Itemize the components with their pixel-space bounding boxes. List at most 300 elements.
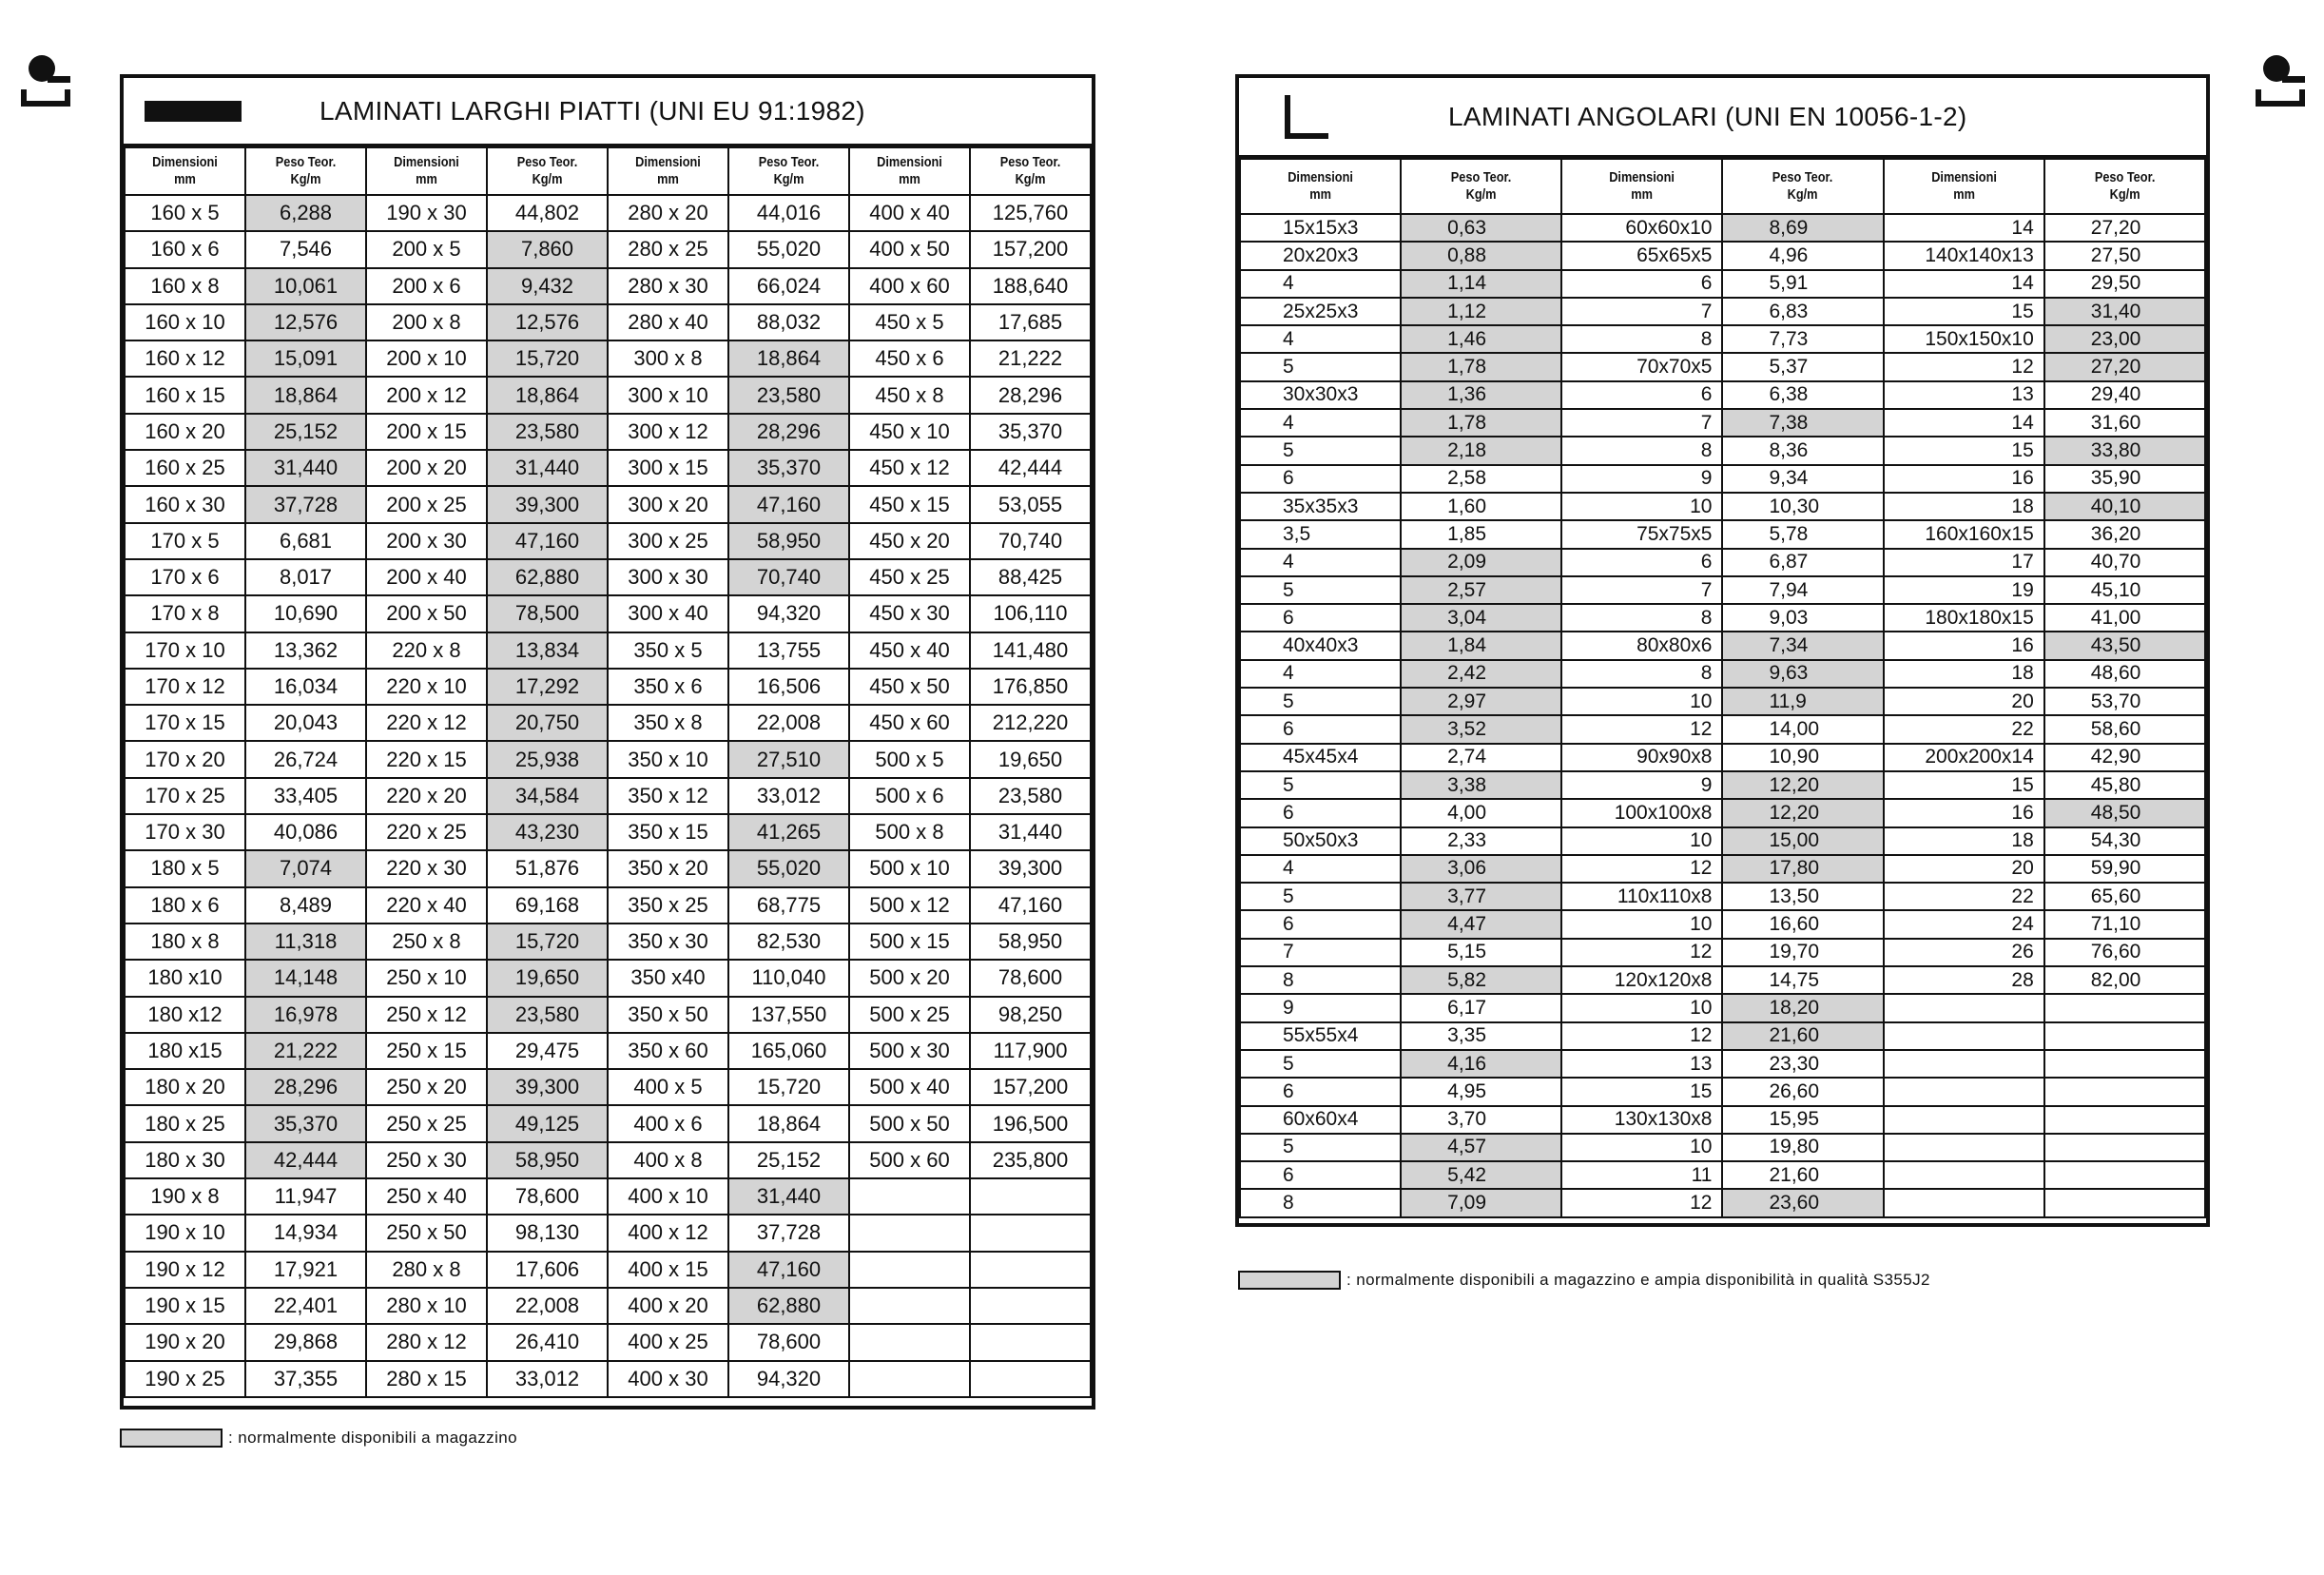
dimension-cell: 220 x 10 [366,669,487,705]
weight-cell: 58,950 [487,1142,608,1178]
dimension-cell: 500 x 60 [849,1142,970,1178]
weight-cell: 28,296 [245,1069,366,1105]
weight-cell: 5,42 [1401,1161,1561,1189]
steel-profile-icon [21,55,70,105]
weight-cell: 12,576 [487,304,608,340]
weight-cell: 6,288 [245,195,366,231]
dimension-cell: 110x110x8 [1561,883,1722,910]
dimension-cell: 450 x 25 [849,559,970,595]
dimension-cell: 450 x 8 [849,377,970,413]
dimension-cell: 20 [1884,688,2044,715]
weight-cell: 2,18 [1401,437,1561,464]
dimension-cell: 6 [1240,604,1401,632]
dimension-cell: 15 [1884,437,2044,464]
weight-cell: 4,16 [1401,1050,1561,1078]
weight-cell: 1,85 [1401,520,1561,548]
weight-cell: 47,160 [728,1252,849,1288]
weight-cell: 51,876 [487,850,608,886]
dimension-cell: 300 x 25 [608,523,728,559]
dimension-cell: 10 [1561,688,1722,715]
table-row [125,1105,1091,1141]
weight-cell: 137,550 [728,997,849,1033]
weight-cell [2044,1134,2205,1161]
dimension-cell: 280 x 10 [366,1288,487,1324]
dimension-cell: 12 [1561,855,1722,883]
weight-cell: 18,864 [728,1105,849,1141]
weight-cell: 62,880 [487,559,608,595]
dimension-cell: 350 x 8 [608,705,728,741]
table-row [125,669,1091,705]
weight-cell: 31,440 [728,1178,849,1215]
dimension-cell: 15 [1561,1078,1722,1105]
weight-cell: 21,222 [245,1033,366,1069]
table-row [125,304,1091,340]
weight-cell: 23,580 [728,377,849,413]
dimension-cell: 10 [1561,910,1722,938]
weight-cell: 26,724 [245,741,366,777]
dimension-cell [849,1288,970,1324]
flat-bars-table [120,74,1095,1410]
dimension-cell: 17 [1884,549,2044,576]
dimension-cell: 500 x 25 [849,997,970,1033]
dimension-cell: 160 x 8 [125,268,245,304]
weight-cell: 27,50 [2044,242,2205,269]
dimension-cell: 180 x12 [125,997,245,1033]
weight-cell: 2,42 [1401,660,1561,688]
dimension-cell [849,1178,970,1215]
weight-cell: 39,300 [487,486,608,522]
dimension-cell: 170 x 6 [125,559,245,595]
weight-cell: 78,500 [487,595,608,632]
weight-cell: 20,750 [487,705,608,741]
weight-cell: 2,58 [1401,465,1561,493]
weight-cell: 5,91 [1722,270,1883,298]
table-row [1240,855,2205,883]
weight-cell: 6,87 [1722,549,1883,576]
weight-cell: 5,37 [1722,353,1883,380]
weight-cell: 36,20 [2044,520,2205,548]
table-row [1240,1078,2205,1105]
weight-cell: 3,04 [1401,604,1561,632]
flat-bars-title-bar [124,78,1092,146]
table-row [125,1361,1091,1397]
weight-cell: 18,864 [728,340,849,377]
table-row [125,486,1091,522]
table-row [1240,1134,2205,1161]
dimension-cell: 350 x 6 [608,669,728,705]
dimension-cell: 200 x 6 [366,268,487,304]
weight-cell: 53,70 [2044,688,2205,715]
weight-cell: 94,320 [728,595,849,632]
dimension-cell: 16 [1884,632,2044,659]
weight-cell [970,1324,1091,1360]
weight-cell: 12,576 [245,304,366,340]
weight-cell: 13,755 [728,632,849,669]
weight-cell: 18,864 [487,377,608,413]
weight-cell: 9,63 [1722,660,1883,688]
steel-profile-icon [2256,55,2305,105]
dimension-cell: 250 x 10 [366,960,487,996]
table-row [125,231,1091,267]
dimension-cell: 14 [1884,409,2044,437]
weight-column-header: Peso Teor. Kg/m [979,147,1082,195]
weight-cell: 76,60 [2044,939,2205,966]
weight-cell: 3,77 [1401,883,1561,910]
weight-cell: 37,728 [245,486,366,522]
table-row [1240,688,2205,715]
weight-column-header: Peso Teor. Kg/m [1413,159,1550,214]
weight-cell: 22,008 [728,705,849,741]
dimension-cell: 3,5 [1240,520,1401,548]
dimension-cell: 280 x 40 [608,304,728,340]
table-row [125,778,1091,814]
weight-cell: 9,03 [1722,604,1883,632]
dimension-cell: 7 [1561,409,1722,437]
weight-cell: 4,00 [1401,799,1561,826]
weight-cell: 23,580 [970,778,1091,814]
dimension-cell: 200 x 20 [366,450,487,486]
dimension-cell: 170 x 8 [125,595,245,632]
weight-cell: 125,760 [970,195,1091,231]
dimension-cell: 250 x 15 [366,1033,487,1069]
weight-cell: 41,265 [728,814,849,850]
table-row [1240,966,2205,994]
dimension-cell: 250 x 50 [366,1215,487,1251]
weight-cell [970,1288,1091,1324]
table-row [125,814,1091,850]
dimension-cell: 350 x 60 [608,1033,728,1069]
weight-cell: 21,60 [1722,1022,1883,1050]
table-row [125,523,1091,559]
dimension-cell: 450 x 40 [849,632,970,669]
dimension-cell: 18 [1884,827,2044,855]
table-row [1240,632,2205,659]
weight-cell: 44,802 [487,195,608,231]
dimension-cell: 300 x 12 [608,414,728,450]
dimension-cell: 15 [1884,298,2044,325]
dimension-cell: 4 [1240,549,1401,576]
dimension-cell: 280 x 25 [608,231,728,267]
weight-cell: 27,20 [2044,214,2205,242]
dimension-cell: 5 [1240,576,1401,604]
dimension-cell: 5 [1240,437,1401,464]
table-row [125,1215,1091,1251]
weight-cell: 78,600 [487,1178,608,1215]
dimension-cell: 160 x 6 [125,231,245,267]
dimension-cell: 180 x10 [125,960,245,996]
table-row [125,559,1091,595]
table-row [1240,939,2205,966]
weight-cell: 9,432 [487,268,608,304]
weight-cell: 25,152 [728,1142,849,1178]
table-row [1240,1106,2205,1134]
dimension-cell: 12 [1561,1189,1722,1216]
dimension-cell: 500 x 6 [849,778,970,814]
dimension-cell: 200 x 5 [366,231,487,267]
table-row [1240,549,2205,576]
dimension-cell: 22 [1884,715,2044,743]
dimension-cell: 8 [1561,325,1722,353]
weight-cell: 19,650 [970,741,1091,777]
weight-cell: 15,720 [487,924,608,960]
dimension-cell: 190 x 15 [125,1288,245,1324]
dimension-cell: 250 x 8 [366,924,487,960]
dimension-cell: 8 [1561,660,1722,688]
weight-cell: 43,50 [2044,632,2205,659]
dimension-cell: 80x80x6 [1561,632,1722,659]
dimension-cell: 13 [1561,1050,1722,1078]
table-row [125,1288,1091,1324]
dimension-cell: 8 [1240,1189,1401,1216]
weight-cell: 53,055 [970,486,1091,522]
dimension-cell: 500 x 50 [849,1105,970,1141]
table-row [1240,325,2205,353]
weight-cell: 48,60 [2044,660,2205,688]
weight-cell: 1,78 [1401,353,1561,380]
weight-cell: 7,074 [245,850,366,886]
dimension-cell: 500 x 30 [849,1033,970,1069]
table-row [1240,827,2205,855]
weight-cell: 69,168 [487,887,608,924]
weight-cell: 40,70 [2044,549,2205,576]
dimension-column-header: Dimensioni mm [376,147,478,195]
dimension-cell: 8 [1561,437,1722,464]
dimension-cell: 40x40x3 [1240,632,1401,659]
weight-cell: 5,82 [1401,966,1561,994]
dimension-cell: 350 x 25 [608,887,728,924]
dimension-cell: 75x75x5 [1561,520,1722,548]
weight-cell: 10,690 [245,595,366,632]
dimension-cell: 250 x 30 [366,1142,487,1178]
weight-cell: 47,160 [487,523,608,559]
angles-title-bar [1239,78,2206,158]
dimension-cell: 13 [1884,381,2044,409]
weight-cell: 26,60 [1722,1078,1883,1105]
table-row [1240,576,2205,604]
weight-cell: 31,60 [2044,409,2205,437]
dimension-cell: 170 x 10 [125,632,245,669]
dimension-cell: 250 x 40 [366,1178,487,1215]
dimension-cell [1884,1106,2044,1134]
weight-cell: 45,10 [2044,576,2205,604]
dimension-cell: 190 x 25 [125,1361,245,1397]
dimension-cell: 350 x 30 [608,924,728,960]
dimension-cell: 55x55x4 [1240,1022,1401,1050]
weight-cell: 71,10 [2044,910,2205,938]
weight-cell: 33,012 [728,778,849,814]
weight-cell: 43,230 [487,814,608,850]
dimension-cell: 160 x 5 [125,195,245,231]
dimension-cell: 450 x 6 [849,340,970,377]
dimension-cell [849,1252,970,1288]
weight-cell: 1,14 [1401,270,1561,298]
dimension-cell: 10 [1561,827,1722,855]
weight-cell: 66,024 [728,268,849,304]
weight-cell: 47,160 [970,887,1091,924]
weight-cell: 42,444 [970,450,1091,486]
weight-cell: 7,94 [1722,576,1883,604]
dimension-column-header: Dimensioni mm [1574,159,1711,214]
weight-cell: 8,69 [1722,214,1883,242]
dimension-cell: 170 x 20 [125,741,245,777]
dimension-cell: 100x100x8 [1561,799,1722,826]
weight-cell: 39,300 [970,850,1091,886]
dimension-cell: 20x20x3 [1240,242,1401,269]
dimension-cell: 220 x 12 [366,705,487,741]
weight-cell: 15,720 [728,1069,849,1105]
dimension-cell: 170 x 5 [125,523,245,559]
weight-cell: 25,938 [487,741,608,777]
dimension-cell: 200 x 8 [366,304,487,340]
dimension-cell: 90x90x8 [1561,744,1722,771]
dimension-cell: 160 x 25 [125,450,245,486]
weight-cell: 18,20 [1722,994,1883,1021]
dimension-cell: 400 x 25 [608,1324,728,1360]
dimension-cell [1884,1189,2044,1216]
table-row [1240,520,2205,548]
dimension-cell: 400 x 6 [608,1105,728,1141]
weight-cell: 13,50 [1722,883,1883,910]
dimension-cell: 200x200x14 [1884,744,2044,771]
dimension-cell: 280 x 15 [366,1361,487,1397]
dimension-cell: 400 x 20 [608,1288,728,1324]
weight-cell: 65,60 [2044,883,2205,910]
weight-cell [2044,1078,2205,1105]
dimension-column-header: Dimensioni mm [617,147,720,195]
weight-cell: 7,73 [1722,325,1883,353]
weight-cell: 3,70 [1401,1106,1561,1134]
table-row [1240,883,2205,910]
dimension-cell: 300 x 15 [608,450,728,486]
weight-cell: 17,685 [970,304,1091,340]
dimension-cell: 220 x 15 [366,741,487,777]
weight-cell: 70,740 [970,523,1091,559]
weight-cell: 23,30 [1722,1050,1883,1078]
dimension-cell: 60x60x10 [1561,214,1722,242]
weight-cell [2044,1189,2205,1216]
weight-cell: 14,148 [245,960,366,996]
dimension-cell: 11 [1561,1161,1722,1189]
dimension-cell: 300 x 40 [608,595,728,632]
weight-cell: 29,50 [2044,270,2205,298]
dimension-cell: 45x45x4 [1240,744,1401,771]
weight-cell: 22,401 [245,1288,366,1324]
weight-cell [2044,1022,2205,1050]
weight-cell: 17,606 [487,1252,608,1288]
table-row [1240,437,2205,464]
dimension-cell: 190 x 30 [366,195,487,231]
weight-cell: 48,50 [2044,799,2205,826]
dimension-cell: 19 [1884,576,2044,604]
weight-cell: 0,63 [1401,214,1561,242]
dimension-cell: 180 x 25 [125,1105,245,1141]
weight-cell: 1,78 [1401,409,1561,437]
table-row [125,1142,1091,1178]
dimension-cell: 400 x 10 [608,1178,728,1215]
weight-cell: 7,34 [1722,632,1883,659]
table-row [125,1069,1091,1105]
weight-cell: 78,600 [728,1324,849,1360]
dimension-cell: 250 x 12 [366,997,487,1033]
dimension-cell: 12 [1561,715,1722,743]
weight-cell: 9,34 [1722,465,1883,493]
weight-cell: 54,30 [2044,827,2205,855]
dimension-cell: 50x50x3 [1240,827,1401,855]
weight-cell: 2,97 [1401,688,1561,715]
table-row [1240,799,2205,826]
legend-swatch [120,1429,223,1448]
weight-cell: 15,95 [1722,1106,1883,1134]
dimension-cell: 65x65x5 [1561,242,1722,269]
weight-cell: 13,834 [487,632,608,669]
dimension-cell: 6 [1240,1161,1401,1189]
table-row [1240,493,2205,520]
dimension-cell: 200 x 12 [366,377,487,413]
table-row [1240,1022,2205,1050]
weight-cell: 110,040 [728,960,849,996]
dimension-cell: 12 [1884,353,2044,380]
dimension-cell: 6 [1240,799,1401,826]
weight-cell [970,1361,1091,1397]
table-row [1240,353,2205,380]
weight-cell: 29,40 [2044,381,2205,409]
legend-swatch [1238,1271,1341,1290]
dimension-cell: 150x150x10 [1884,325,2044,353]
weight-cell: 35,370 [970,414,1091,450]
dimension-cell: 16 [1884,465,2044,493]
dimension-cell [849,1215,970,1251]
weight-cell: 196,500 [970,1105,1091,1141]
weight-cell: 16,978 [245,997,366,1033]
dimension-cell: 500 x 8 [849,814,970,850]
dimension-cell: 12 [1561,1022,1722,1050]
dimension-cell: 350 x 20 [608,850,728,886]
weight-cell: 2,74 [1401,744,1561,771]
dimension-cell: 5 [1240,883,1401,910]
dimension-cell: 10 [1561,1134,1722,1161]
dimension-cell: 170 x 30 [125,814,245,850]
table-row [125,741,1091,777]
weight-cell [2044,1106,2205,1134]
dimension-cell: 250 x 25 [366,1105,487,1141]
dimension-cell: 350 x 50 [608,997,728,1033]
weight-cell: 58,950 [970,924,1091,960]
weight-cell: 29,475 [487,1033,608,1069]
weight-cell: 141,480 [970,632,1091,669]
dimension-cell: 25x25x3 [1240,298,1401,325]
weight-cell: 31,440 [970,814,1091,850]
weight-cell: 11,947 [245,1178,366,1215]
dimension-cell: 14 [1884,270,2044,298]
weight-cell: 16,506 [728,669,849,705]
dimension-cell: 300 x 20 [608,486,728,522]
weight-cell: 19,650 [487,960,608,996]
weight-cell: 62,880 [728,1288,849,1324]
weight-cell: 8,489 [245,887,366,924]
flat-bars-title: LAMINATI LARGHI PIATTI (UNI EU 91:1982) [320,95,865,126]
weight-cell: 42,444 [245,1142,366,1178]
weight-cell: 5,78 [1722,520,1883,548]
dimension-cell: 350 x 15 [608,814,728,850]
weight-column-header: Peso Teor. Kg/m [738,147,841,195]
weight-cell [2044,1050,2205,1078]
weight-cell: 59,90 [2044,855,2205,883]
weight-cell: 17,292 [487,669,608,705]
dimension-cell: 450 x 60 [849,705,970,741]
dimension-cell: 220 x 40 [366,887,487,924]
dimension-cell [1884,994,2044,1021]
dimension-cell: 4 [1240,660,1401,688]
